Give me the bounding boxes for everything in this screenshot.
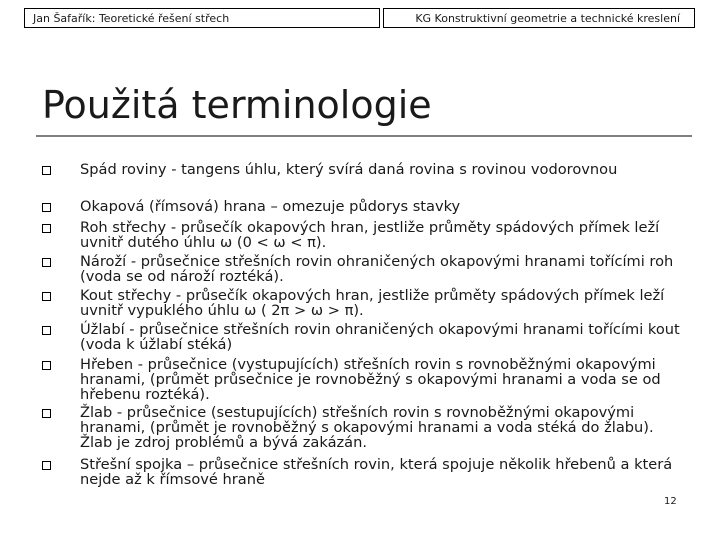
page-number: 12 bbox=[664, 496, 677, 507]
square-bullet-icon bbox=[42, 166, 51, 175]
square-bullet-icon bbox=[42, 326, 51, 335]
list-item-text: Spád roviny - tangens úhlu, který svírá daná rovina s rovinou vodorovnou bbox=[80, 161, 618, 178]
list-item-text: Úžlabí - průsečnice střešních rovin ohraničených okapovými hranami tořícími kout (voda k úžlabí stéká) bbox=[80, 321, 680, 353]
list-item bbox=[80, 220, 680, 250]
list-item bbox=[80, 162, 680, 177]
list-item-text: Kout střechy - průsečík okapových hran, jestliže průměty spádových přímek leží uvnitř vypuklého úhlu ω ( 2π > ω > π). bbox=[80, 287, 665, 319]
list-item bbox=[80, 288, 680, 318]
list-item bbox=[80, 357, 680, 402]
square-bullet-icon bbox=[42, 224, 51, 233]
list-item bbox=[80, 405, 680, 450]
list-item-text: Žlab - průsečnice (sestupujících) střešních rovin s rovnoběžnými okapovými hranami, (průmět je rovnoběžný s okapovými hranami a voda stéká do žlabu). Žlab je zdroj problémů a bývá zakázán. bbox=[80, 404, 654, 451]
list-item-text: Hřeben - průsečnice (vystupujících) střešních rovin s rovnoběžnými okapovými hranami, (průmět průsečnice je rovnoběžný s okapovými hranami a voda se od hřebenu roztéká). bbox=[80, 356, 661, 403]
slide-title: Použitá terminologie bbox=[42, 83, 432, 127]
list-item-text: Okapová (římsová) hrana – omezuje půdorys stavky bbox=[80, 198, 461, 215]
square-bullet-icon bbox=[42, 361, 51, 370]
square-bullet-icon bbox=[42, 292, 51, 301]
header-right: KG Konstruktivní geometrie a technické kreslení bbox=[383, 8, 695, 28]
title-divider bbox=[36, 135, 692, 137]
square-bullet-icon bbox=[42, 203, 51, 212]
header-left: Jan Šafařík: Teoretické řešení střech bbox=[24, 8, 380, 28]
square-bullet-icon bbox=[42, 461, 51, 470]
list-item bbox=[80, 254, 680, 284]
list-item-text: Roh střechy - průsečík okapových hran, jestliže průměty spádových přímek leží uvnitř dutého úhlu ω (0 < ω < π). bbox=[80, 219, 660, 251]
square-bullet-icon bbox=[42, 258, 51, 267]
list-item bbox=[80, 322, 680, 352]
list-item bbox=[80, 457, 680, 487]
list-item-text: Střešní spojka – průsečnice střešních rovin, která spojuje několik hřebenů a která nejde až k římsové hraně bbox=[80, 456, 673, 488]
list-item bbox=[80, 199, 680, 214]
square-bullet-icon bbox=[42, 409, 51, 418]
list-item-text: Nároží - průsečnice střešních rovin ohraničených okapovými hranami tořícími roh (voda se od nároží roztéká). bbox=[80, 253, 674, 285]
